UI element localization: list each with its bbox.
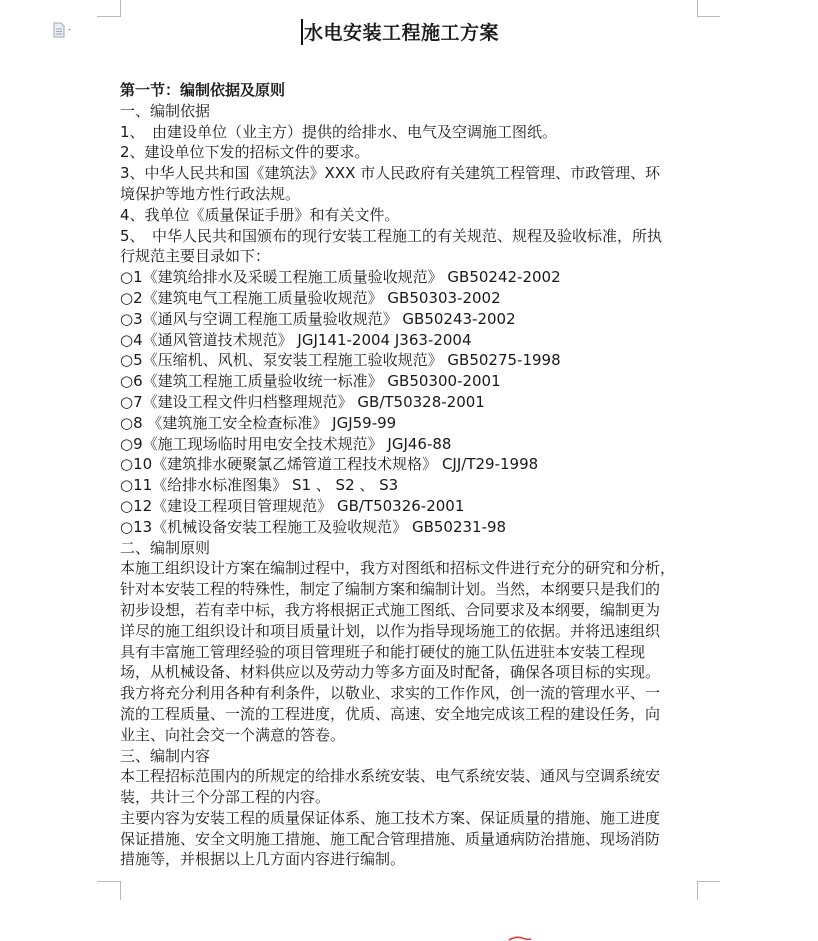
text-line: 主要内容为安装工程的质量保证体系、施工技术方案、保证质量的措施、施工进度 [120, 808, 661, 827]
text-line: 三、编制内容 [120, 746, 211, 765]
text-line: ○12《建设工程项目管理规范》 GB/T50326-2001 [120, 496, 465, 515]
page-corner-mark [697, 0, 720, 17]
text-line: 3、中华人民共和国《建筑法》XXX 市人民政府有关建筑工程管理、市政管理、环 [120, 164, 661, 183]
text-line: 针对本安装工程的特殊性，制定了编制方案和编制计划。当然，本纲要只是我们的 [120, 580, 661, 599]
text-line: ○11《给排水标准图集》 S1 、 S2 、 S3 [120, 476, 399, 495]
text-line: 具有丰富施工管理经验的项目管理班子和能打硬仗的施工队伍进驻本安装工程现 [120, 642, 646, 661]
text-line: 4、我单位《质量保证手册》和有关文件。 [120, 205, 400, 224]
text-line: 一、编制依据 [120, 101, 211, 120]
text-line: ○8 《建筑施工安全检查标准》 JGJ59-99 [120, 413, 397, 432]
page-corner-mark [97, 881, 121, 900]
text-line: ○10《建筑排水硬聚氯乙烯管道工程技术规格》 CJJ/T29-1998 [120, 455, 539, 474]
document-body[interactable] [120, 80, 700, 870]
text-line: 2、建设单位下发的招标文件的要求。 [120, 143, 370, 162]
text-line: 1、 由建设单位（业主方）提供的给排水、电气及空调施工图纸。 [120, 122, 558, 141]
text-line: 业主、向社会交一个满意的答卷。 [120, 725, 346, 744]
text-line: 5、 中华人民共和国颁布的现行安装工程施工的有关规范、规程及验收标准，所执 [120, 226, 663, 245]
text-line: ○5《压缩机、风机、泵安装工程施工验收规范》 GB50275-1998 [120, 351, 561, 370]
text-line: 保证措施、安全文明施工措施、施工配合管理措施、质量通病防治措施、现场消防 [120, 829, 661, 848]
text-line: ○4《通风管道技术规范》 JGJ141-2004 J363-2004 [120, 330, 472, 349]
text-line: 二、编制原则 [120, 538, 211, 557]
text-line: ○7《建设工程文件归档整理规范》 GB/T50328-2001 [120, 392, 485, 411]
text-line: ○2《建筑电气工程施工质量验收规范》 GB50303-2002 [120, 288, 501, 307]
text-line: ○3《通风与空调工程施工质量验收规范》 GB50243-2002 [120, 309, 516, 328]
text-line: ○1《建筑给排水及采暖工程施工质量验收规范》 GB50242-2002 [120, 268, 561, 287]
text-line: ○9《施工现场临时用电安全技术规范》 JGJ46-88 [120, 434, 452, 453]
text-cursor [301, 19, 303, 45]
text-line: 措施等，并根据以上几方面内容进行编制。 [120, 850, 406, 869]
text-line: 详尽的施工组织设计和项目质量计划，以作为指导现场施工的依据。并将迅速组织 [120, 621, 661, 640]
text-line: 本工程招标范围内的所规定的给排水系统安装、电气系统安装、通风与空调系统安 [120, 767, 661, 786]
text-line: ○13《机械设备安装工程施工及验收规范》 GB50231-98 [120, 517, 507, 536]
text-line: 本施工组织设计方案在编制过程中，我方对图纸和招标文件进行充分的研究和分析， [120, 559, 676, 578]
text-line: 我方将充分利用各种有利条件，以敬业、求实的工作作风，创一流的管理水平、一 [120, 684, 661, 703]
text-line: ○6《建筑工程施工质量验收统一标准》 GB50300-2001 [120, 372, 501, 391]
page-corner-mark [697, 881, 720, 900]
text-line: 装，共计三个分部工程的内容。 [120, 788, 331, 807]
section-heading: 第一节：编制依据及原则 [120, 81, 286, 99]
text-line: 场，从机械设备、材料供应以及劳动力等多方面及时配备，确保各项目标的实现。 [120, 663, 661, 682]
document-menu-icon[interactable] [53, 22, 75, 38]
text-line: 流的工程质量、一流的工程进度，优质、高速、安全地完成该工程的建设任务，向 [120, 704, 661, 723]
text-line: 境保护等地方性行政法规。 [120, 184, 301, 203]
text-line: 行规范主要目录如下： [120, 247, 271, 266]
red-annotation-mark [508, 936, 532, 941]
text-line: 初步设想，若有幸中标，我方将根据正式施工图纸、合同要求及本纲要，编制更为 [120, 600, 661, 619]
document-title[interactable]: 水电安装工程施工方案 [304, 22, 500, 44]
page-corner-mark [97, 0, 121, 17]
